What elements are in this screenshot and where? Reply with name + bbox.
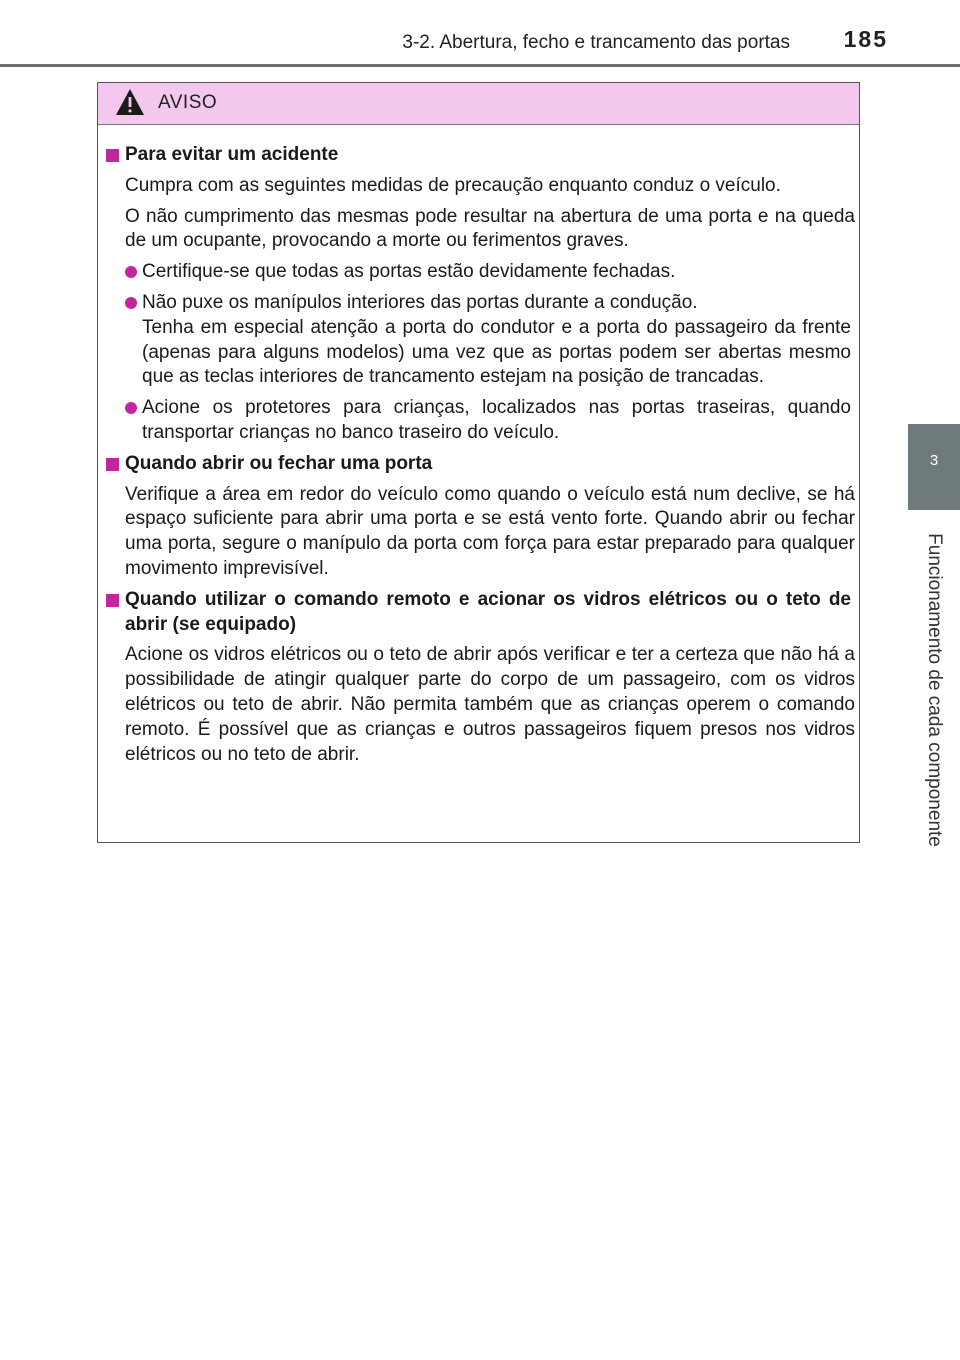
list-item: Acione os protetores para crianças, localizados nas portas traseiras, quando transportar crianças no banco traseiro do veículo.: [125, 396, 851, 446]
paragraph: Verifique a área em redor do veículo como quando o veículo está num declive, se há espaço suficiente para abrir uma porta e se está vento forte. Quando abrir ou fechar uma porta, segure o manípulo da porta com força para estar preparado para qualquer movimento imprevisível.: [125, 483, 855, 579]
list-item: Certifique-se que todas as portas estão devidamente fechadas.: [125, 260, 851, 285]
section-title: 3-2. Abertura, fecho e trancamento das portas: [402, 32, 790, 53]
list-item: Não puxe os manípulos interiores das portas durante a condução. Tenha em especial atenção a porta do condutor e a porta do passageiro da frente (apenas para alguns modelos) uma vez que as portas podem ser abertas mesmo que as teclas interiores de trancamento estejam na posição de trancadas.: [125, 291, 851, 390]
warning-triangle-icon: [115, 88, 145, 116]
warning-body: [98, 125, 859, 767]
warning-title: AVISO: [158, 92, 218, 113]
section-remote-windows: [106, 588, 855, 768]
section-heading: Quando utilizar o comando remoto e acionar os vidros elétricos ou o teto de abrir (se equipado): [106, 588, 851, 638]
square-bullet-icon: [106, 458, 119, 471]
bullet-detail: Tenha em especial atenção a porta do condutor e a porta do passageiro da frente (apenas para alguns modelos) uma vez que as portas podem ser abertas mesmo que as teclas interiores de trancamento estejam na posição de trancadas.: [142, 316, 851, 388]
warning-header: [98, 83, 859, 125]
square-bullet-icon: [106, 594, 119, 607]
chapter-number: 3: [929, 452, 939, 469]
round-bullet-icon: [125, 297, 137, 309]
chapter-label: Funcionamento de cada componente: [924, 533, 945, 847]
paragraph: Acione os vidros elétricos ou o teto de abrir após verificar e ter a certeza que não há a possibilidade de atingir qualquer parte do corpo de um passageiro, com os vidros elétricos ou teto de abrir. Não permita também que as crianças operem o comando remoto. É possível que as crianças e outros passageiros fiquem presos nos vidros elétricos ou no teto de abrir.: [125, 644, 855, 765]
warning-box: [97, 82, 860, 843]
paragraph: O não cumprimento das mesmas pode resultar na abertura de uma porta e na queda de um ocupante, provocando a morte ou ferimentos graves.: [125, 205, 855, 252]
paragraph: Cumpra com as seguintes medidas de precaução enquanto conduz o veículo.: [125, 174, 781, 196]
section-avoid-accident: [106, 143, 855, 446]
round-bullet-icon: [125, 402, 137, 414]
round-bullet-icon: [125, 266, 137, 278]
section-heading: Para evitar um acidente: [106, 143, 851, 168]
page-header: [0, 0, 960, 66]
section-open-close-door: [106, 452, 855, 582]
section-heading: Quando abrir ou fechar uma porta: [106, 452, 851, 477]
square-bullet-icon: [106, 149, 119, 162]
page-number: 185: [843, 26, 888, 52]
header-rule: [0, 64, 960, 67]
chapter-tab: [908, 424, 960, 510]
